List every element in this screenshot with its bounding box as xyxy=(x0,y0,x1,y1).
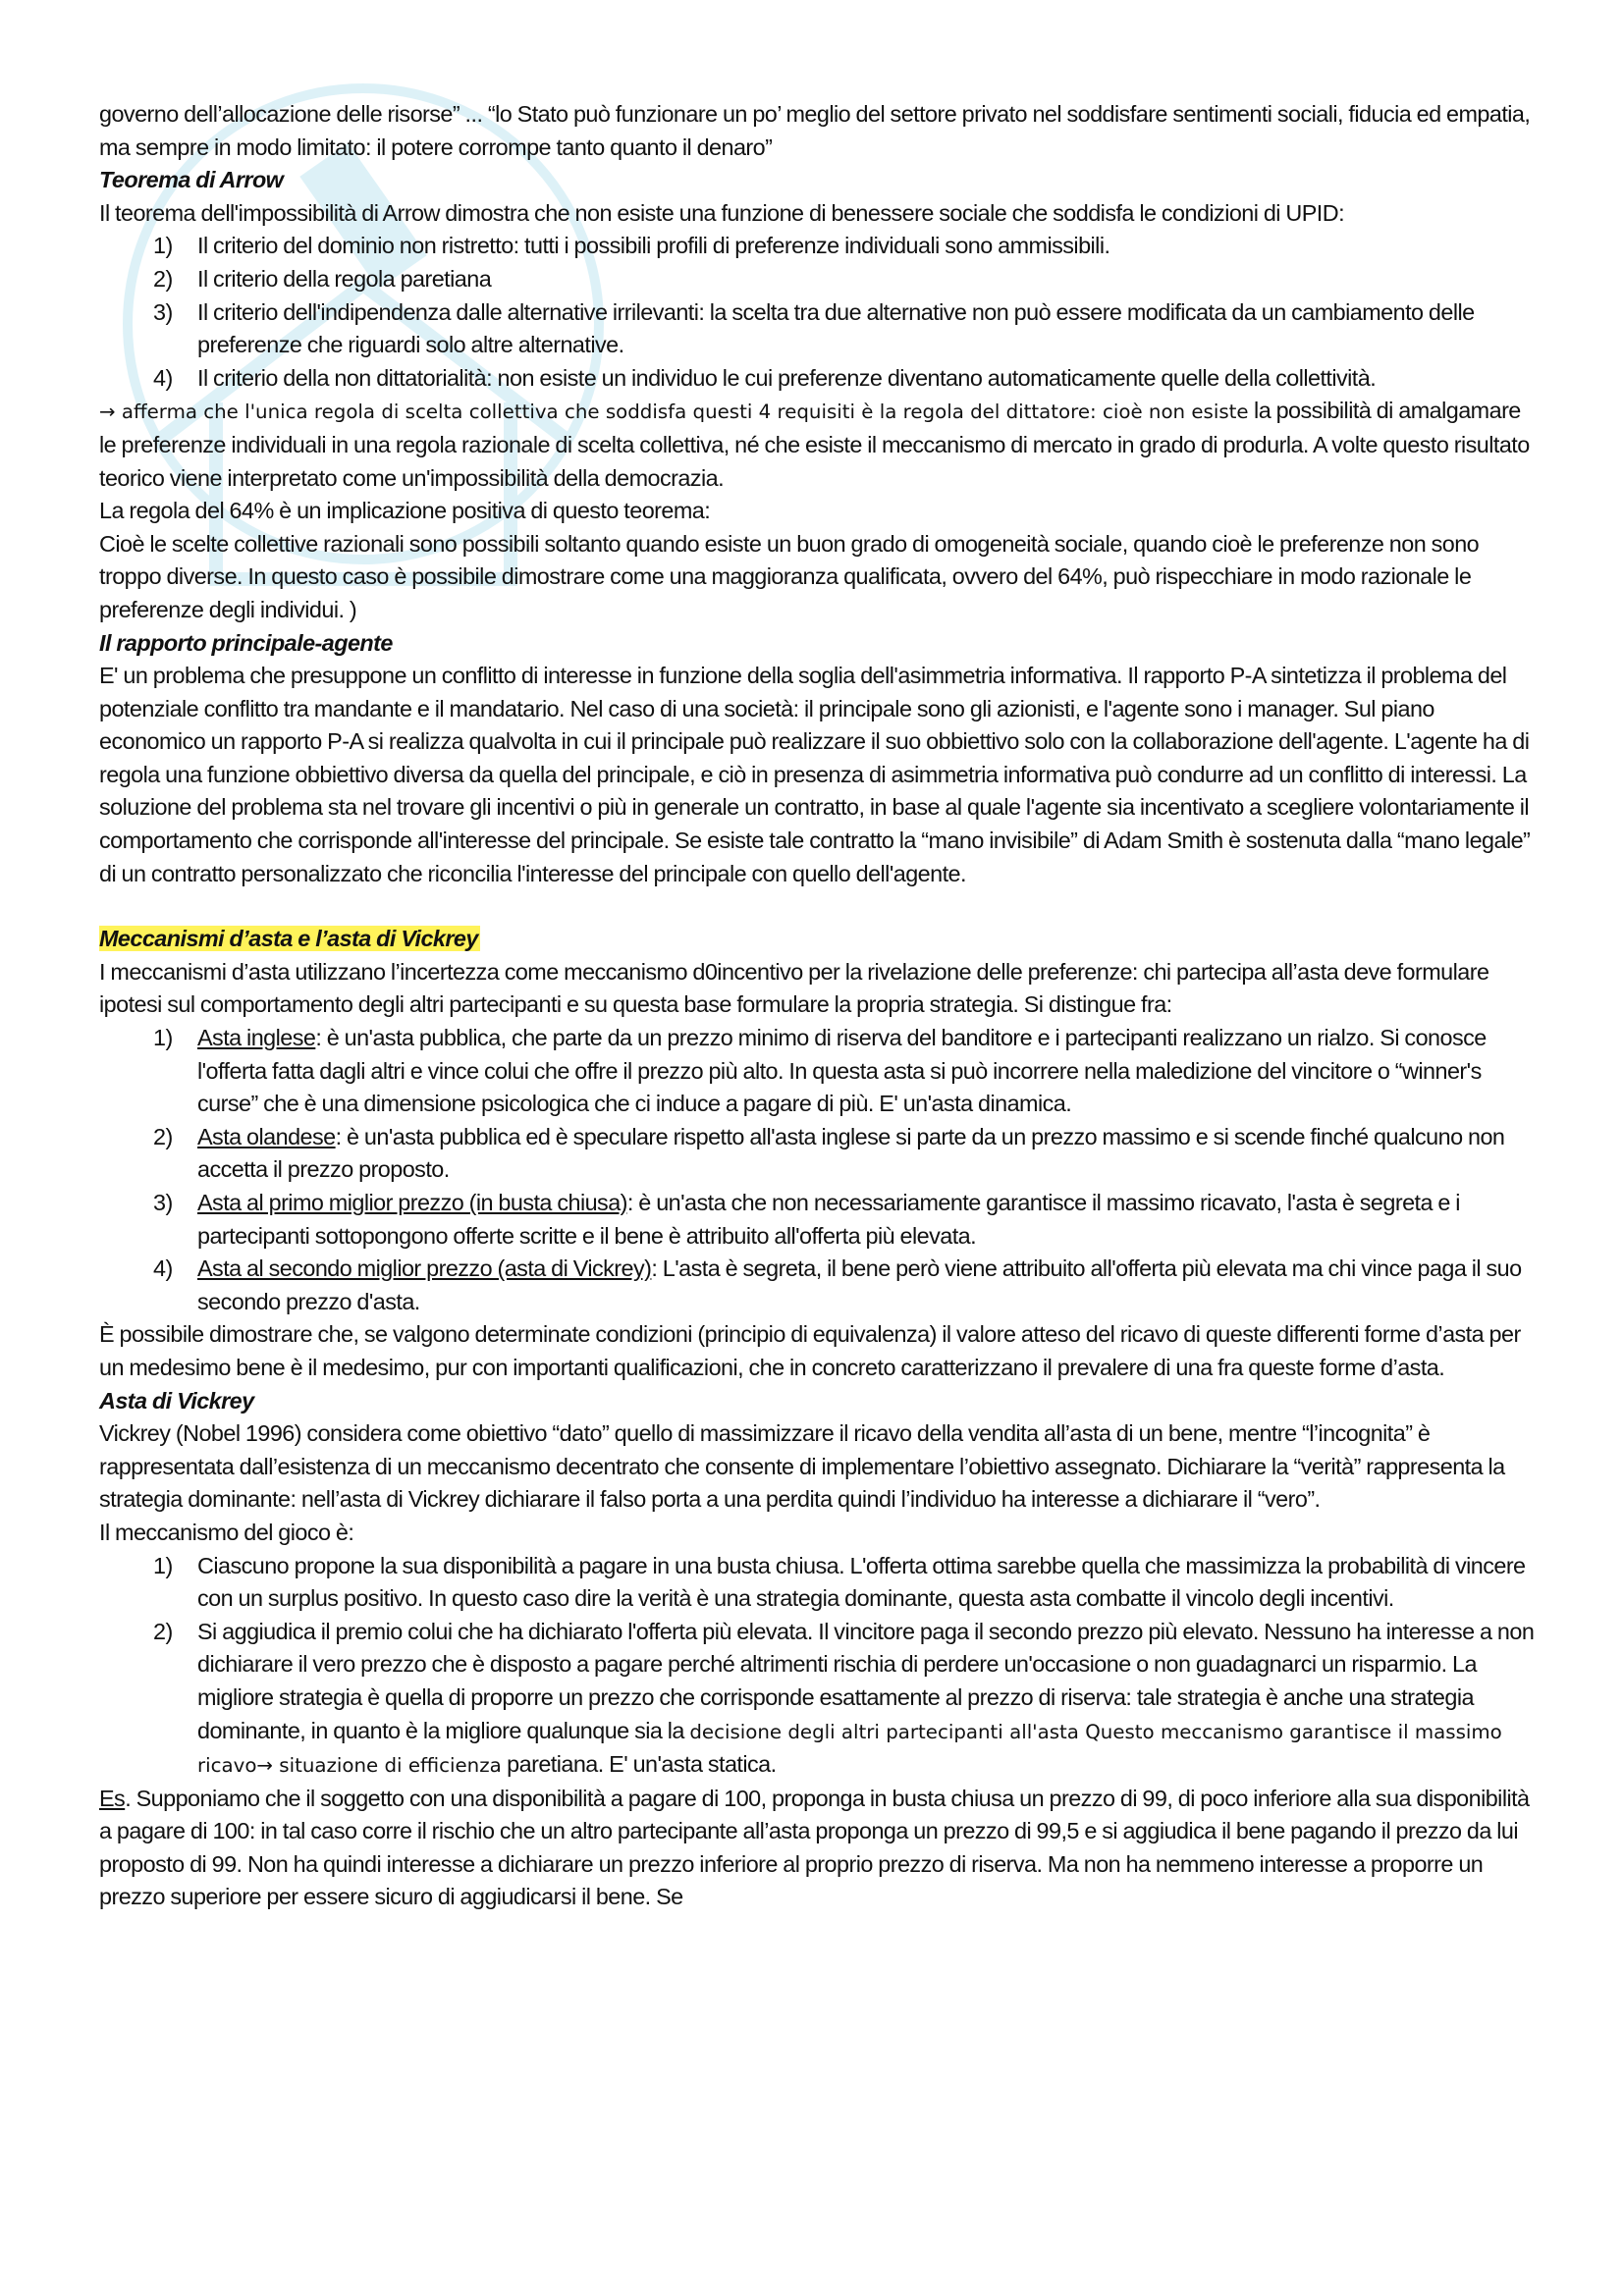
auctions-intro: I meccanismi d’asta utilizzano l’incertezza come meccanismo d0incentivo per la rivelazione delle preferenze: chi partecipa all’asta deve formulare ipotesi sul comportamento degli altri partecipanti e su questa base formulare la propria strategia. Si distingue fra: xyxy=(99,958,1489,1018)
list-item xyxy=(99,263,1542,296)
list-number: 3) xyxy=(153,298,173,325)
list-number: 2) xyxy=(153,265,173,292)
equivalence-paragraph: È possibile dimostrare che, se valgono determinate condizioni (principio di equivalenza) il valore atteso del ricavo di queste differenti forme d’asta per un medesimo bene è il medesimo, pur con importanti qualificazioni, che in concreto caratterizzano il prevalere di una fra queste forme d’asta. xyxy=(99,1321,1521,1380)
list-item xyxy=(99,230,1542,263)
game-intro: Il meccanismo del gioco è: xyxy=(99,1519,354,1545)
list-number: 1) xyxy=(153,233,173,259)
list-text: : è un'asta pubblica ed è speculare rispetto all'asta inglese si parte da un prezzo massimo e si scende finché qualcuno non accetta il prezzo proposto. xyxy=(197,1123,1505,1183)
intro-paragraph: governo dell’allocazione delle risorse” ... “lo Stato può funzionare un po’ meglio del settore privato nel soddisfare sentimenti sociali, fiducia ed empatia, ma sempre in modo limitato: il potere corrompe tanto quanto il denaro” xyxy=(99,101,1531,160)
list-text-calibri: decisione degli altri partecipanti all'asta Questo meccanismo garantisce il massimo ricavo→ situazione di efficienza xyxy=(197,1720,1502,1778)
example-label: Es xyxy=(99,1785,126,1811)
rule-64-explanation: Cioè le scelte collettive razionali sono possibili soltanto quando esiste un buon grado di omogeneità sociale, quando cioè le preferenze non sono troppo diverse. In questo caso è possibile dimostrare come una maggioranza qualificata, ovvero del 64%, può rispecchiare in modo razionale le preferenze degli individui. ) xyxy=(99,530,1480,622)
auction-type-title: Asta olandese xyxy=(197,1123,336,1149)
list-item xyxy=(99,1187,1542,1253)
document-body xyxy=(99,98,1542,1914)
principal-agent-text: E' un problema che presuppone un conflitto di interesse in funzione della soglia dell'asimmetria informativa. Il rapporto P-A sintetizza il problema del potenziale conflitto tra mandante e il mandatario. Nel caso di una società: il principale sono gli azionisti, e l'agente sono i manager. Sul piano economico un rapporto P-A si realizza qualvolta in cui il principale può realizzare il suo obbiettivo solo con la collaborazione dell'agente. L'agente ha di regola una funzione obbiettivo diversa da quella del principale, e ciò in presenza di asimmetria informativa può condurre ad un conflitto di interessi. La soluzione del problema sta nel trovare gli incentivi o più in generale un contratto, in base al quale l'agente sia incentivato a scegliere volontariamente il comportamento che corrisponde all'interesse del principale. Se esiste tale contratto la “mano invisibile” di Adam Smith è sostenuta dalla “mano legale” di un contratto personalizzato che riconcilia l'interesse del principale con quello dell'agente. xyxy=(99,663,1531,886)
example-text: . Supponiamo che il soggetto con una disponibilità a pagare di 100, proponga in busta chiusa un prezzo di 99, di poco inferiore alla sua disponibilità a pagare di 100: in tal caso corre il rischio che un altro partecipante all’asta proponga un prezzo di 99,5 e si aggiudica il bene pagando il prezzo da lui proposto di 99. Non ha quindi interesse a dichiarare un prezzo inferiore al proprio prezzo di riserva. Ma non ha nemmeno interesse a proporre un prezzo superiore per essere sicuro di aggiudicarsi il bene. Se xyxy=(99,1785,1530,1910)
section-heading-arrow: Teorema di Arrow xyxy=(99,167,284,193)
auction-type-title: Asta al secondo miglior prezzo (asta di Vickrey) xyxy=(197,1255,652,1282)
list-text: Si aggiudica il premio colui che ha dichiarato l'offerta più elevata. Il vincitore paga il secondo prezzo più elevato. Nessuno ha interesse a non dichiarare il vero prezzo che è disposto a pagare perché altrimenti rischia di perdere un'occasione o non guadagnarci un risparmio. La migliore strategia è quella di proporre un prezzo che corrisponde esattamente al prezzo di riserva: tale strategia è anche una strategia dominante, in quanto è la migliore qualunque sia la xyxy=(197,1618,1535,1743)
list-number: 3) xyxy=(153,1190,173,1215)
auction-types-list xyxy=(99,1022,1542,1318)
list-text: : è un'asta pubblica, che parte da un prezzo minimo di riserva del banditore e i partecipanti realizzano un rialzo. Si conosce l'offerta fatta dagli altri e vince colui che offre il prezzo più alto. In questa asta si può incorrere nella maledizione del vincitore o “winner's curse” che è una dimensione psicologica che ci induce a pagare di più. E' un'asta dinamica. xyxy=(197,1025,1487,1117)
list-text: Il criterio della regola paretiana xyxy=(197,265,492,292)
list-text: Ciascuno propone la sua disponibilità a pagare in una busta chiusa. L'offerta ottima sarebbe quella che massimizza la probabilità di vincere con un surplus positivo. In questo caso dire la verità è una strategia dominante, questa asta combatte il vincolo degli incentivi. xyxy=(197,1552,1526,1612)
list-text: : è un'asta che non necessariamente garantisce il massimo ricavato, l'asta è segreta e i partecipanti sottopongono offerte scritte e il bene è attribuito all'offerta più elevata. xyxy=(197,1190,1460,1249)
list-item xyxy=(99,1121,1542,1187)
list-text: Il criterio dell'indipendenza dalle alternative irrilevanti: la scelta tra due alternative non può essere modificata da un cambiamento delle preferenze che riguardi solo altre alternative. xyxy=(197,298,1475,358)
list-text: Il criterio della non dittatorialità: non esiste un individuo le cui preferenze diventano automaticamente quelle della collettività. xyxy=(197,364,1377,391)
list-number: 4) xyxy=(153,364,173,391)
list-item xyxy=(99,1022,1542,1121)
spacer xyxy=(99,890,1542,923)
arrow-criteria-list xyxy=(99,230,1542,395)
game-steps-list xyxy=(99,1550,1542,1783)
example-paragraph xyxy=(99,1783,1542,1914)
section-heading-principal-agent: Il rapporto principale-agente xyxy=(99,629,393,656)
list-item xyxy=(99,1616,1542,1783)
list-item xyxy=(99,1550,1542,1616)
list-number: 2) xyxy=(153,1123,173,1149)
arrow-conclusion xyxy=(99,395,1542,495)
section-heading-auctions xyxy=(99,923,1542,956)
highlighted-heading: Meccanismi d’asta e l’asta di Vickrey xyxy=(99,926,478,952)
list-item xyxy=(99,362,1542,396)
rule-64-statement: La regola del 64% è un implicazione positiva di questo teorema: xyxy=(99,498,711,524)
list-number: 4) xyxy=(153,1255,173,1282)
auction-type-title: Asta al primo miglior prezzo (in busta chiusa) xyxy=(197,1190,627,1215)
list-number: 1) xyxy=(153,1552,173,1578)
auction-type-title: Asta inglese xyxy=(197,1025,316,1051)
list-text: : L'asta è segreta, il bene però viene attribuito all'offerta più elevata ma chi vince paga il suo secondo prezzo d'asta. xyxy=(197,1255,1522,1314)
list-item xyxy=(99,296,1542,362)
list-number: 2) xyxy=(153,1618,173,1644)
arrow-conclusion-rest: la possibilità di amalgamare le preferenze individuali in una regola razionale di scelta collettiva, né che esiste il meccanismo di mercato in grado di produrla. A volte questo risultato teorico viene interpretato come un'impossibilità della democrazia. xyxy=(99,398,1530,491)
list-text: Il criterio del dominio non ristretto: tutti i possibili profili di preferenze individuali sono ammissibili. xyxy=(197,233,1110,259)
vickrey-text: Vickrey (Nobel 1996) considera come obiettivo “dato” quello di massimizzare il ricavo della vendita all’asta di un bene, mentre “l’incognita” è rappresentata dall’esistenza di un meccanismo decentrato che consente di implementare l’obiettivo assegnato. Dichiarare la “verità” rappresenta la strategia dominante: nell’asta di Vickrey dichiarare il falso porta a una perdita quindi l’individuo ha interesse a dichiarare il “vero”. xyxy=(99,1420,1505,1513)
list-number: 1) xyxy=(153,1025,173,1051)
arrow-intro: Il teorema dell'impossibilità di Arrow dimostra che non esiste una funzione di benessere sociale che soddisfa le condizioni di UPID: xyxy=(99,199,1345,226)
list-item xyxy=(99,1253,1542,1318)
section-heading-vickrey: Asta di Vickrey xyxy=(99,1387,254,1414)
list-text-end: paretiana. E' un'asta statica. xyxy=(501,1751,777,1778)
arrow-conclusion-lead: → afferma che l'unica regola di scelta collettiva che soddisfa questi 4 requisiti è la regola del dittatore: cioè non esiste xyxy=(99,400,1249,424)
